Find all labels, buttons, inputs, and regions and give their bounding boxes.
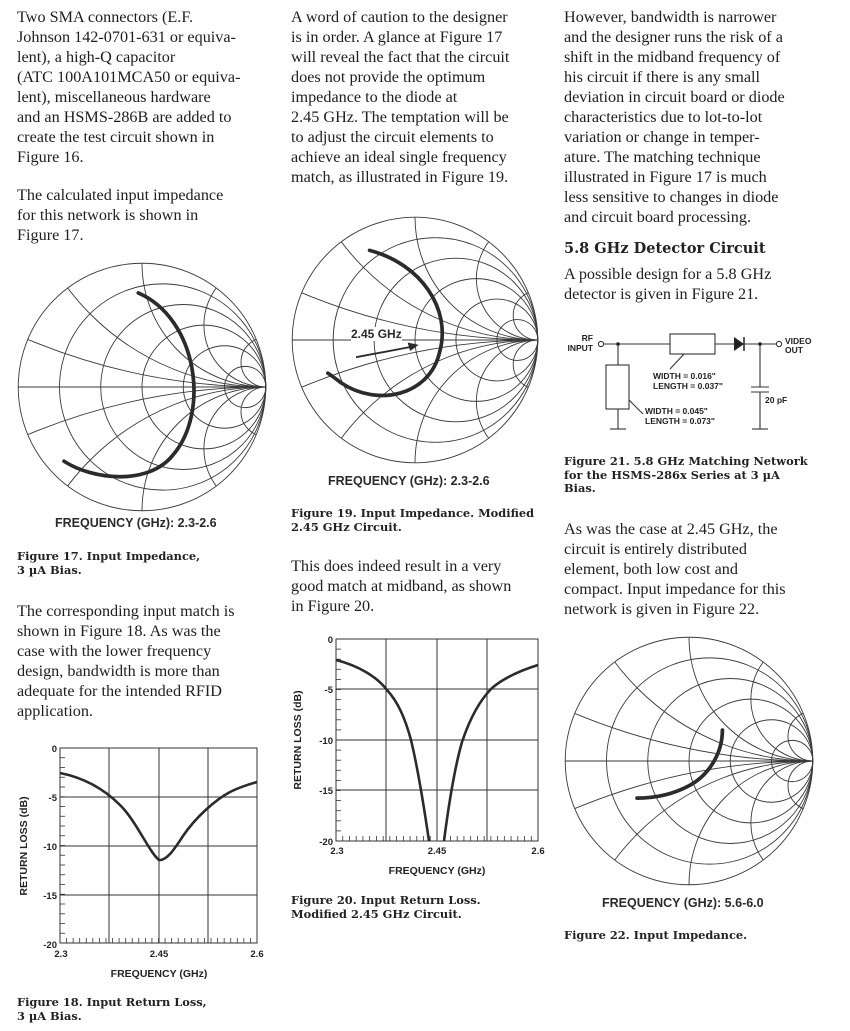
svg-text:-5: -5 bbox=[324, 685, 333, 696]
text-line: and circuit board processing. bbox=[564, 208, 751, 226]
svg-text:INPUT: INPUT bbox=[567, 343, 593, 353]
paragraph-good-match bbox=[291, 556, 511, 616]
text-line: adequate for the intended RFID bbox=[17, 682, 222, 700]
text-line: lent), a high-Q capacitor bbox=[17, 48, 176, 66]
paragraph-input-match bbox=[17, 601, 235, 721]
text-line: his circuit if there is any small bbox=[564, 68, 760, 86]
x-axis-label: FREQUENCY (GHz) bbox=[388, 865, 486, 877]
video-out-terminal bbox=[776, 341, 781, 346]
figure-21-circuit-diagram bbox=[560, 325, 850, 440]
figure-19-frequency-label: FREQUENCY (GHz): 2.3-2.6 bbox=[328, 474, 490, 488]
text-line: Johnson 142-0701-631 or equiva- bbox=[17, 28, 236, 46]
text-line: application. bbox=[17, 702, 93, 720]
figure-21-caption bbox=[564, 455, 808, 496]
svg-text:2.3: 2.3 bbox=[330, 846, 344, 857]
text-line: element, both low cost and bbox=[564, 560, 738, 578]
figure-19-marker-label: 2.45 GHz bbox=[351, 327, 402, 341]
caption-line: 3 µA Bias. bbox=[17, 1008, 82, 1023]
text-line: shift in the midband frequency of bbox=[564, 48, 781, 66]
impedance-trace bbox=[637, 730, 722, 798]
text-line: Figure 16. bbox=[17, 148, 84, 166]
svg-text:-15: -15 bbox=[319, 786, 333, 797]
caption-line: 2.45 GHz Circuit. bbox=[291, 519, 402, 534]
text-line: compact. Input impedance for this bbox=[564, 580, 786, 598]
text-line: circuit is entirely distributed bbox=[564, 540, 747, 558]
svg-text:VIDEO: VIDEO bbox=[785, 336, 812, 346]
caption-line: Figure 20. Input Return Loss. bbox=[291, 893, 481, 907]
svg-text:WIDTH = 0.045": WIDTH = 0.045" bbox=[645, 406, 708, 416]
text-line: As was the case at 2.45 GHz, the bbox=[564, 520, 778, 538]
y-axis-label: RETURN LOSS (dB) bbox=[292, 690, 304, 790]
caption-line: Figure 19. Input Impedance. Modified bbox=[291, 506, 535, 520]
figure-17-caption bbox=[17, 550, 200, 577]
text-line: The corresponding input match is bbox=[17, 602, 235, 620]
text-line: lent), miscellaneous hardware bbox=[17, 88, 211, 106]
paragraph-test-circuit bbox=[17, 7, 240, 167]
figure-17-smith-chart bbox=[17, 262, 267, 512]
svg-text:-5: -5 bbox=[48, 793, 57, 804]
paragraph-possible-design bbox=[564, 264, 771, 304]
svg-text:-10: -10 bbox=[43, 842, 57, 853]
svg-text:OUT: OUT bbox=[785, 345, 803, 355]
text-line: Two SMA connectors (E.F. bbox=[17, 8, 194, 26]
svg-text:-15: -15 bbox=[43, 891, 57, 902]
caption-line: Figure 17. Input Impedance, bbox=[17, 549, 201, 563]
svg-text:-10: -10 bbox=[319, 736, 333, 747]
text-line: A word of caution to the designer bbox=[291, 8, 508, 26]
text-line: design, bandwidth is more than bbox=[17, 662, 220, 680]
text-line: in Figure 20. bbox=[291, 597, 375, 615]
text-line: network is given in Figure 22. bbox=[564, 600, 760, 618]
figure-19-caption bbox=[291, 507, 534, 534]
text-line: create the test circuit shown in bbox=[17, 128, 215, 146]
text-line: ature. The matching technique bbox=[564, 148, 761, 166]
rf-input-terminal bbox=[598, 341, 603, 346]
text-line: variation or change in temper- bbox=[564, 128, 760, 146]
figure-20-return-loss-chart bbox=[290, 630, 550, 880]
svg-text:0: 0 bbox=[327, 635, 333, 646]
text-line: Figure 17. bbox=[17, 226, 84, 244]
text-line: less sensitive to changes in diode bbox=[564, 188, 779, 206]
text-line: will reveal the fact that the circuit bbox=[291, 48, 510, 66]
figure-17-frequency-label: FREQUENCY (GHz): 2.3-2.6 bbox=[55, 516, 217, 530]
text-line: 2.45 GHz. The temptation will be bbox=[291, 108, 509, 126]
series-line-element bbox=[670, 334, 715, 354]
paragraph-caution bbox=[291, 7, 509, 187]
figure-20-caption bbox=[291, 894, 481, 921]
text-line: is in order. A glance at Figure 17 bbox=[291, 28, 503, 46]
text-line: to adjust the circuit elements to bbox=[291, 128, 494, 146]
svg-text:LENGTH = 0.037": LENGTH = 0.037" bbox=[653, 381, 723, 391]
text-line: characteristics due to lot-to-lot bbox=[564, 108, 763, 126]
text-line: (ATC 100A101MCA50 or equiva- bbox=[17, 68, 241, 86]
return-loss-trace bbox=[336, 660, 429, 841]
y-tick: 0 bbox=[51, 744, 57, 755]
paragraph-bandwidth bbox=[564, 7, 785, 227]
text-line: case with the lower frequency bbox=[17, 642, 212, 660]
text-line: illustrated in Figure 17 is much bbox=[564, 168, 767, 186]
paragraph-calculated-impedance bbox=[17, 185, 223, 245]
caption-line: Figure 22. Input Impedance. bbox=[564, 928, 748, 942]
text-line: This does indeed result in a very bbox=[291, 557, 502, 575]
caption-line: Figure 21. 5.8 GHz Matching Network bbox=[564, 454, 808, 468]
figure-18-return-loss-chart bbox=[15, 740, 275, 985]
paragraph-distributed-element bbox=[564, 519, 786, 619]
figure-22-frequency-label: FREQUENCY (GHz): 5.6-6.0 bbox=[602, 896, 764, 910]
diode-icon bbox=[734, 337, 744, 351]
figure-19-smith-chart bbox=[291, 216, 539, 464]
text-line: The calculated input impedance bbox=[17, 186, 224, 204]
text-line: good match at midband, as shown bbox=[291, 577, 512, 595]
text-line: achieve an ideal single frequency bbox=[291, 148, 507, 166]
caption-line: Bias. bbox=[564, 481, 596, 495]
shunt-stub-element bbox=[606, 365, 629, 409]
y-axis-label: RETURN LOSS (dB) bbox=[18, 796, 30, 896]
svg-text:RF: RF bbox=[581, 333, 593, 343]
text-line: shown in Figure 18. As was the bbox=[17, 622, 221, 640]
svg-text:LENGTH = 0.073": LENGTH = 0.073" bbox=[645, 416, 715, 426]
x-axis-label: FREQUENCY (GHz) bbox=[110, 968, 208, 980]
text-line: does not provide the optimum bbox=[291, 68, 486, 86]
text-line: and the designer runs the risk of a bbox=[564, 28, 783, 46]
figure-22-caption bbox=[564, 929, 747, 943]
svg-text:-20: -20 bbox=[43, 940, 57, 951]
svg-text:2.45: 2.45 bbox=[149, 949, 169, 960]
section-heading: 5.8 GHz Detector Circuit bbox=[564, 240, 766, 257]
text-line: A possible design for a 5.8 GHz bbox=[564, 265, 772, 283]
figure-22-smith-chart bbox=[564, 636, 814, 886]
svg-text:2.6: 2.6 bbox=[531, 846, 545, 857]
svg-text:WIDTH = 0.016": WIDTH = 0.016" bbox=[653, 371, 716, 381]
text-line: However, bandwidth is narrower bbox=[564, 8, 777, 26]
svg-text:20 pF: 20 pF bbox=[765, 395, 788, 405]
svg-text:2.45: 2.45 bbox=[427, 846, 447, 857]
caption-line: Figure 18. Input Return Loss, bbox=[17, 995, 207, 1009]
text-line: detector is given in Figure 21. bbox=[564, 285, 759, 303]
caption-line: Modified 2.45 GHz Circuit. bbox=[291, 906, 462, 921]
svg-text:2.6: 2.6 bbox=[250, 949, 264, 960]
text-line: deviation in circuit board or diode bbox=[564, 88, 785, 106]
text-line: for this network is shown in bbox=[17, 206, 199, 224]
text-line: and an HSMS-286B are added to bbox=[17, 108, 232, 126]
svg-text:2.3: 2.3 bbox=[54, 949, 68, 960]
svg-text:-20: -20 bbox=[319, 837, 333, 848]
caption-line: for the HSMS-286x Series at 3 µA bbox=[564, 467, 780, 482]
text-line: match, as illustrated in Figure 19. bbox=[291, 168, 509, 186]
caption-line: 3 µA Bias. bbox=[17, 562, 82, 577]
text-line: impedance to the diode at bbox=[291, 88, 458, 106]
figure-18-caption bbox=[17, 996, 207, 1023]
